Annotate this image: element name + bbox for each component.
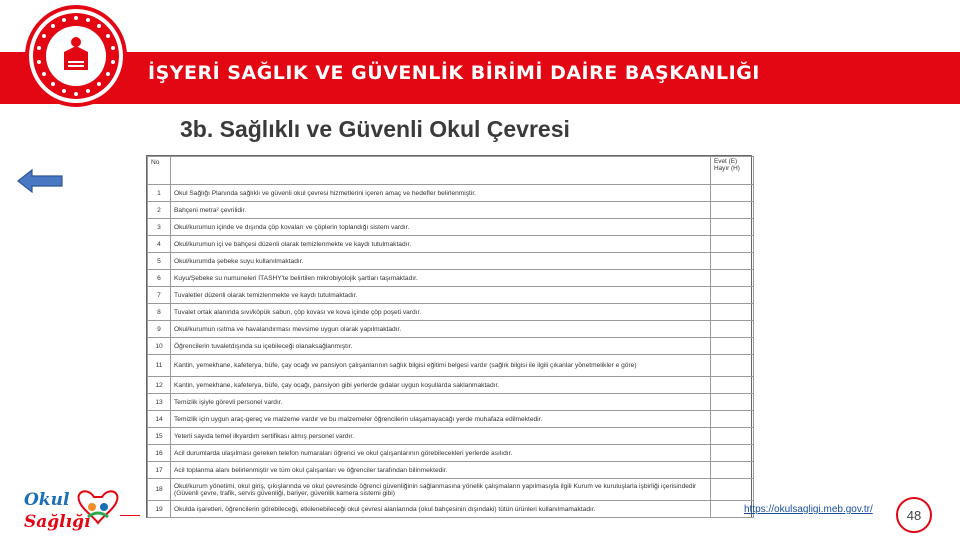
row-description: Okul/kurumun içi ve bahçesi düzenli olarak temizlenmekte ve kaydı tutulmaktadır. <box>171 236 711 253</box>
row-description: Bahçeni metra² çevrilidir. <box>171 202 711 219</box>
answer-cell[interactable] <box>711 445 754 462</box>
row-description: Öğrencilerin tuvaletdışında su içebileceği olanaksağlanmıştır. <box>171 338 711 355</box>
answer-cell[interactable] <box>711 462 754 479</box>
table-row <box>148 236 754 253</box>
row-description: Okul/kurumun ısıtma ve havalandırması mevsime uygun olarak yapılmaktadır. <box>171 321 711 338</box>
row-description: Kantin, yemekhane, kafeterya, büfe, çay ocağı, pansiyon gibi yerlerde gıdalar uygun koşullarda saklanmaktadır. <box>171 377 711 394</box>
answer-cell[interactable] <box>711 287 754 304</box>
row-description: Temizlik işiyle görevli personel vardır. <box>171 394 711 411</box>
row-number: 3 <box>148 219 171 236</box>
row-number: 7 <box>148 287 171 304</box>
answer-cell[interactable] <box>711 479 754 501</box>
checklist-table <box>146 155 752 518</box>
row-number: 11 <box>148 355 171 377</box>
row-description: Acil toplanma alanı belirlenmiştir ve tüm okul çalışanları ve öğrenciler tarafından bilinmektedir. <box>171 462 711 479</box>
table-row <box>148 185 754 202</box>
answer-cell[interactable] <box>711 355 754 377</box>
ministry-seal-icon <box>24 4 128 108</box>
row-description: Temizlik için uygun araç-gereç ve malzeme vardır ve bu malzemeler öğrencilerin ulaşamayacağı yerde muhafaza edilmektedir. <box>171 411 711 428</box>
table-row <box>148 202 754 219</box>
row-description: Okulda işaretleri, öğrencilerin görebileceği, etkilenebileceği okul çevresi alanlarında (okul bahçesinin dışındaki) tütün ürünleri kullanılmamaktadır. <box>171 501 711 518</box>
column-header-answer: Evet (E) Hayır (H) <box>711 157 754 185</box>
row-number: 2 <box>148 202 171 219</box>
table-row <box>148 321 754 338</box>
row-number: 12 <box>148 377 171 394</box>
table-row <box>148 338 754 355</box>
row-description: Acil durumlarda ulaşılması gereken telefon numaraları öğrenci ve okul çalışanlarının görebilecekleri yerlerde asılıdır. <box>171 445 711 462</box>
row-number: 19 <box>148 501 171 518</box>
table-row <box>148 304 754 321</box>
table-row <box>148 411 754 428</box>
row-number: 1 <box>148 185 171 202</box>
page-title: İŞYERİ SAĞLIK VE GÜVENLİK BİRİMİ DAİRE BAŞKANLIĞI <box>148 62 760 84</box>
table-row <box>148 253 754 270</box>
row-description: Tuvaletler düzenli olarak temizlenmekte ve kaydı tutulmaktadır. <box>171 287 711 304</box>
row-number: 10 <box>148 338 171 355</box>
row-number: 9 <box>148 321 171 338</box>
row-description: Yeterli sayıda temel ilkyardım sertifikası almış personel vardır. <box>171 428 711 445</box>
row-number: 14 <box>148 411 171 428</box>
table-row <box>148 501 754 518</box>
answer-cell[interactable] <box>711 304 754 321</box>
row-description: Okul/kurumda şebeke suyu kullanılmaktadır. <box>171 253 711 270</box>
slide-subtitle: 3b. Sağlıklı ve Güvenli Okul Çevresi <box>180 116 570 142</box>
answer-cell[interactable] <box>711 202 754 219</box>
row-number: 15 <box>148 428 171 445</box>
row-number: 16 <box>148 445 171 462</box>
back-arrow-icon[interactable] <box>16 168 64 194</box>
row-description: Okul/kurum yönetimi, okul giriş, çıkışlarında ve okul çevresinde öğrenci güvenliğinin sağlanmasına yönelik çalışmaların yapılmasıyla ilgili Kurum ve kuruluşlarla işbirliği içerisindedir (Güvenli çevre, trafik, servis güvenliği, bariyer, güvenlik kamera sistemi gibi) <box>171 479 711 501</box>
table-row <box>148 462 754 479</box>
table-row <box>148 219 754 236</box>
row-number: 8 <box>148 304 171 321</box>
brand-line1: Okul <box>24 490 70 510</box>
answer-cell[interactable] <box>711 253 754 270</box>
row-number: 17 <box>148 462 171 479</box>
answer-cell[interactable] <box>711 270 754 287</box>
answer-cell[interactable] <box>711 185 754 202</box>
row-number: 18 <box>148 479 171 501</box>
answer-cell[interactable] <box>711 428 754 445</box>
row-description: Okul Sağlığı Planında sağlıklı ve güvenli okul çevresi hizmetlerini içeren amaç ve hedefler belirlenmiştir. <box>171 185 711 202</box>
answer-cell[interactable] <box>711 394 754 411</box>
row-description: Okul/kurumun içinde ve dışında çöp kovaları ve çöplerin toplandığı sistem vardır. <box>171 219 711 236</box>
row-number: 5 <box>148 253 171 270</box>
answer-cell[interactable] <box>711 377 754 394</box>
answer-cell[interactable] <box>711 219 754 236</box>
answer-cell[interactable] <box>711 321 754 338</box>
row-description: Kantin, yemekhane, kafeterya, büfe, çay ocağı ve pansiyon çalışanlarının sağlık bilgisi eğitimi belgesi vardır (sağlık bilgisi ile ilgili çıkanlar yönetmelikler e göre) <box>171 355 711 377</box>
answer-cell[interactable] <box>711 338 754 355</box>
row-number: 13 <box>148 394 171 411</box>
column-header-description <box>171 157 711 185</box>
answer-cell[interactable] <box>711 236 754 253</box>
answer-cell[interactable] <box>711 411 754 428</box>
page-number: 48 <box>896 497 932 533</box>
table-row <box>148 287 754 304</box>
table-row <box>148 445 754 462</box>
column-header-no: No <box>148 157 171 185</box>
row-description: Kuyu/Şebeke su numuneleri İTASHY'te belirtilen mikrobiyolojik şartları taşımaktadır. <box>171 270 711 287</box>
table-row <box>148 428 754 445</box>
okul-sagligi-logo <box>18 483 128 535</box>
table-row <box>148 355 754 377</box>
brand-line2: Sağlığı <box>24 512 91 532</box>
table-row <box>148 270 754 287</box>
row-number: 6 <box>148 270 171 287</box>
row-description: Tuvalet ortak alanında sıvı/köpük sabun, çöp kovası ve kova içinde çöp poşeti vardır. <box>171 304 711 321</box>
table-row <box>148 479 754 501</box>
website-link[interactable]: https://okulsagligi.meb.gov.tr/ <box>744 504 873 515</box>
table-row <box>148 394 754 411</box>
table-row <box>148 377 754 394</box>
row-number: 4 <box>148 236 171 253</box>
footer-divider <box>120 515 140 516</box>
